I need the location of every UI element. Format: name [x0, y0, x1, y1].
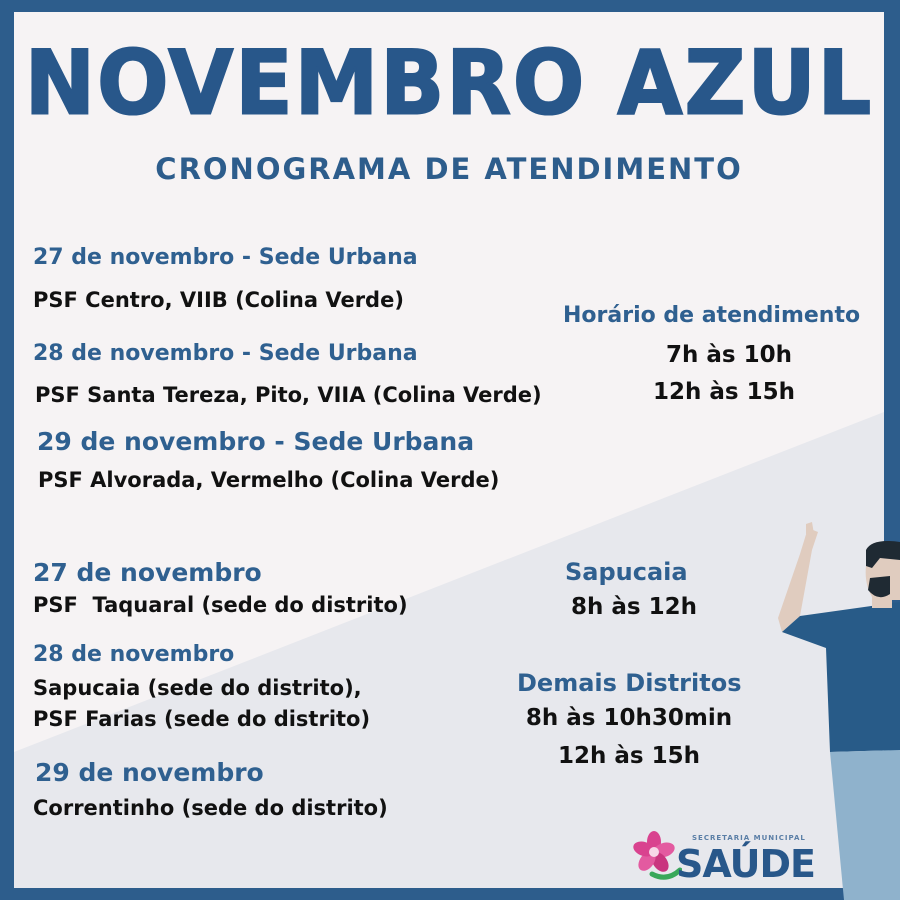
page-subtitle: CRONOGRAMA DE ATENDIMENTO [155, 152, 743, 186]
urban-places-2: PSF Santa Tereza, Pito, VIIA (Colina Verde) [35, 383, 542, 407]
page-title: NOVEMBRO AZUL [24, 31, 874, 135]
urban-hours-label: Horário de atendimento [563, 303, 861, 328]
sapucaia-hours-label: Sapucaia [565, 558, 688, 586]
other-districts-hours-label: Demais Distritos [517, 669, 742, 697]
other-districts-hours-time-2: 12h às 15h [558, 743, 700, 769]
urban-places-1: PSF Centro, VIIB (Colina Verde) [33, 288, 404, 312]
urban-date-1: 27 de novembro - Sede Urbana [33, 245, 418, 270]
urban-hours-time-2: 12h às 15h [653, 379, 795, 405]
urban-date-3: 29 de novembro - Sede Urbana [37, 427, 475, 456]
other-districts-hours-time-1: 8h às 10h30min [525, 705, 733, 731]
district-date-2: 28 de novembro [33, 642, 235, 667]
urban-date-2: 28 de novembro - Sede Urbana [33, 341, 418, 366]
district-date-3: 29 de novembro [35, 758, 264, 787]
flower-icon [632, 830, 682, 888]
logo-word: SAÚDE [676, 842, 815, 886]
logo-small-text: SECRETARIA MUNICIPAL [692, 834, 806, 842]
district-places-2b: PSF Farias (sede do distrito) [33, 707, 371, 731]
district-places-3: Correntinho (sede do distrito) [33, 796, 388, 820]
district-places-2a: Sapucaia (sede do distrito), [33, 676, 362, 700]
sapucaia-hours-time-1: 8h às 12h [571, 594, 697, 620]
urban-places-3: PSF Alvorada, Vermelho (Colina Verde) [38, 468, 500, 492]
district-date-1: 27 de novembro [33, 558, 262, 587]
poster-panel [14, 12, 884, 888]
man-illustration [760, 520, 900, 900]
district-places-1: PSF Taquaral (sede do distrito) [33, 593, 408, 617]
urban-hours-time-1: 7h às 10h [666, 342, 792, 368]
